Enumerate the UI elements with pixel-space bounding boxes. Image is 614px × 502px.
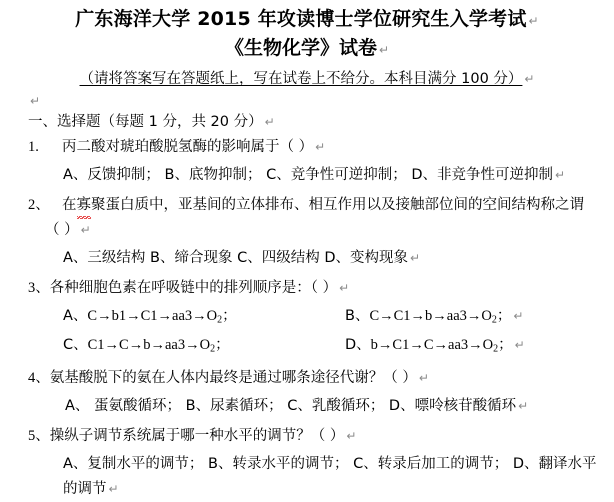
question-options-text: A、反馈抑制； B、底物抑制； C、竞争性可逆抑制； D、非竞争性可逆抑制: [63, 167, 553, 183]
option-formula: C→b1→C1→aa3→O: [87, 308, 218, 324]
question-options-text: A、复制水平的调节； B、转录水平的调节； C、转录后加工的调节； D、翻译水平: [63, 456, 597, 472]
empty-paragraph: [10, 92, 604, 110]
question-options-continuation-text: 的调节: [63, 481, 107, 497]
question-stem-text: 丙二酸对琥珀酸脱氢酶的影响属于（ ）: [62, 139, 314, 155]
page-title-text: 广东海洋大学 2015 年攻读博士学位研究生入学考试: [75, 8, 527, 30]
option-formula: b→C1→C→aa3→O: [370, 336, 494, 353]
pilcrow-mark: ↵: [80, 223, 91, 237]
spellcheck-flagged-word: 寡: [77, 193, 92, 218]
question-options: [10, 246, 604, 271]
question-stem-prefix: 在: [62, 197, 77, 213]
question-options-continuation: [10, 477, 604, 502]
option-tail: ；: [496, 308, 512, 324]
pilcrow-mark: ↵: [518, 399, 529, 413]
option-cell: [345, 304, 523, 333]
question-stem: [10, 276, 604, 301]
question-options-text: A、 蛋氨酸循环； B、尿素循环； C、乳酸循环； D、嘌呤核苷酸循环: [65, 398, 517, 414]
question-options-text: A、三级结构 B、缔合现象 C、四级结构 D、变构现象: [63, 250, 408, 266]
option-label: A、: [63, 308, 88, 324]
option-label: C、: [63, 336, 88, 353]
pilcrow-mark: ↵: [264, 115, 275, 129]
pilcrow-mark: ↵: [514, 337, 525, 352]
question-stem: [10, 193, 604, 218]
exam-instruction: [10, 66, 604, 92]
pilcrow-mark: ↵: [524, 72, 535, 86]
question-options: [10, 452, 604, 477]
question-stem-continuation: [10, 218, 604, 243]
pilcrow-mark: ↵: [554, 168, 566, 182]
pilcrow-mark: ↵: [339, 281, 350, 295]
question-stem-text: 操纵子调节系统属于哪一种水平的调节？（ ）: [49, 428, 345, 444]
pilcrow-mark: ↵: [315, 140, 326, 154]
question-stem: [10, 424, 604, 449]
option-formula-subscript: 2: [210, 343, 216, 354]
pilcrow-mark: ↵: [513, 309, 524, 323]
question-stem: [10, 366, 604, 391]
section-heading: [10, 110, 604, 135]
question-stem-continuation-text: （ ）: [45, 222, 79, 238]
option-tail: ；: [222, 308, 237, 324]
option-formula-subscript: 2: [217, 314, 223, 326]
question-number: 1.: [28, 139, 39, 155]
pilcrow-mark: ↵: [528, 14, 539, 28]
page-subtitle-text: 《生物化学》试卷: [224, 37, 377, 59]
question-stem-text: 氨基酸脱下的氨在人体内最终是通过哪条途径代谢？（ ）: [49, 370, 417, 386]
option-formula-subscript: 2: [491, 314, 497, 326]
option-label: D、: [345, 336, 371, 353]
option-formula: C1→C→b→aa3→O: [87, 336, 211, 353]
pilcrow-mark: ↵: [418, 371, 429, 385]
question-stem: [10, 135, 604, 160]
question-stem-text: 各种细胞色素在呼吸链中的排列顺序是：（ ）: [49, 280, 338, 296]
pilcrow-mark: ↵: [108, 482, 119, 496]
pilcrow-mark: ↵: [346, 429, 357, 443]
option-label: B、: [345, 308, 370, 324]
page-subtitle: [10, 35, 604, 64]
pilcrow-mark: ↵: [409, 251, 421, 265]
pilcrow-mark: ↵: [30, 94, 41, 108]
question-option-row: [10, 304, 604, 333]
question-number: 5、: [28, 428, 50, 444]
question-number: 4、: [28, 370, 50, 386]
question-options: [10, 163, 604, 188]
page-title: [10, 6, 604, 35]
pilcrow-mark: ↵: [378, 43, 390, 57]
option-tail: ；: [498, 336, 513, 353]
option-tail: ；: [215, 336, 230, 353]
option-cell: [63, 333, 345, 362]
exam-instruction-text: （请将答案写在答题纸上，写在试卷上不给分。本科目满分 100 分）: [79, 71, 523, 87]
option-cell: [63, 304, 345, 333]
option-formula-subscript: 2: [493, 343, 499, 354]
option-formula: C→C1→b→aa3→O: [369, 308, 492, 324]
question-stem-text: 聚蛋白质中，亚基间的立体排布、相互作用以及接触部位间的空间结构称之谓: [91, 197, 584, 213]
option-cell: [345, 333, 525, 362]
section-heading-text: 一、选择题（每题 1 分，共 20 分）: [28, 114, 263, 130]
question-option-row: [10, 333, 604, 362]
question-number: 3、: [28, 280, 50, 296]
question-number: 2、: [28, 197, 50, 213]
question-options: [10, 394, 604, 419]
